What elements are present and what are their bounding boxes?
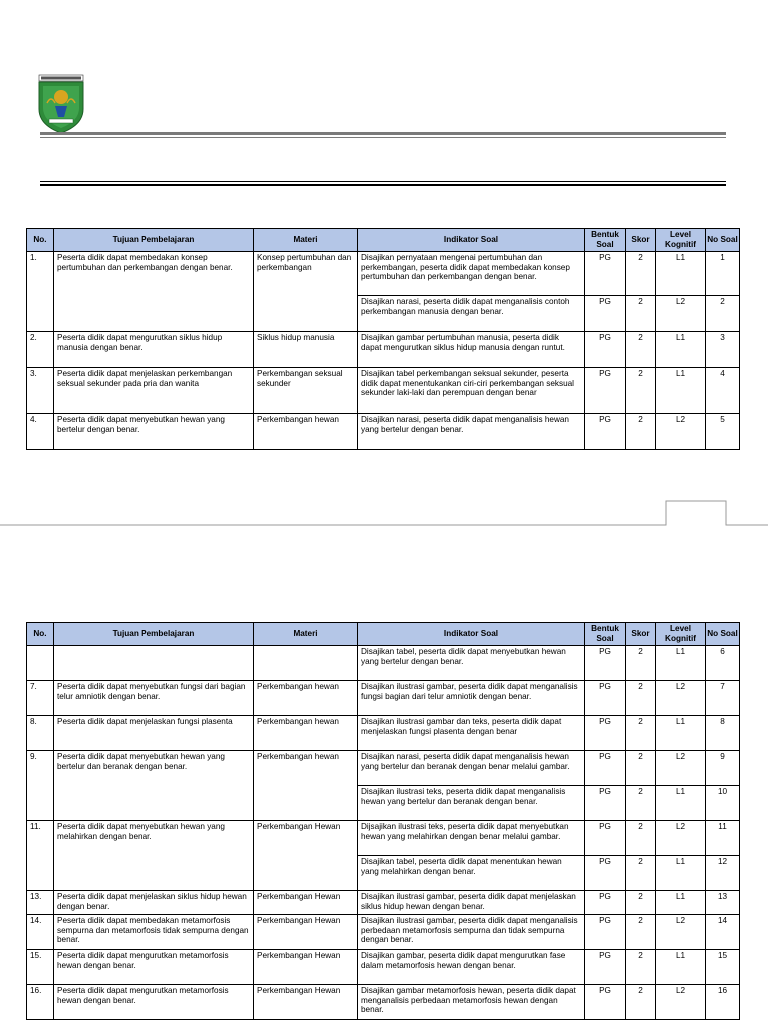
cell-level: L1: [656, 786, 706, 821]
cell-materi: Perkembangan seksual sekunder: [254, 368, 358, 414]
cell-indikator: Dijsajikan ilustrasi teks, peserta didik dapat menyebutkan hewan yang melahirkan dengan benar melalui gambar.: [358, 821, 585, 856]
col-header-level: Level Kognitif: [656, 623, 706, 646]
cell-skor: 2: [626, 891, 656, 915]
cell-materi: Perkembangan hewan: [254, 751, 358, 821]
col-header-materi: Materi: [254, 229, 358, 252]
cell-level: L2: [656, 821, 706, 856]
cell-tujuan: Peserta didik dapat menjelaskan siklus hidup hewan dengan benar.: [54, 891, 254, 915]
cell-materi: [254, 646, 358, 681]
cell-level: L1: [656, 646, 706, 681]
cell-skor: 2: [626, 856, 656, 891]
cell-no: 14.: [27, 915, 54, 950]
cell-indikator: Disajikan gambar metamorfosis hewan, peserta didik dapat menganalisis perbedaan metamorfosis hewan dengan benar.: [358, 985, 585, 1020]
cell-tujuan: Peserta didik dapat menyebutkan hewan yang bertelur dengan benar.: [54, 414, 254, 450]
table-row: [27, 985, 740, 1020]
cell-bentuk: PG: [585, 681, 626, 716]
col-header-skor: Skor: [626, 623, 656, 646]
cell-skor: 2: [626, 716, 656, 751]
cell-bentuk: PG: [585, 985, 626, 1020]
cell-nosoal: 3: [706, 332, 740, 368]
cell-skor: 2: [626, 252, 656, 296]
cell-skor: 2: [626, 646, 656, 681]
table-header-row: [27, 229, 740, 252]
cell-level: L2: [656, 915, 706, 950]
cell-bentuk: PG: [585, 332, 626, 368]
cell-no: 9.: [27, 751, 54, 821]
header-rule-thick: [40, 132, 726, 135]
table-row: [27, 681, 740, 716]
cell-indikator: Disajikan ilustrasi gambar, peserta didik dapat menganalisis perbedaan metamorfosis sempurna dan tidak sempurna dengan benar.: [358, 915, 585, 950]
cell-indikator: Disajikan ilustrasi gambar dan teks, peserta didik dapat menjelaskan fungsi plasenta dengan benar: [358, 716, 585, 751]
table-row: [27, 891, 740, 915]
col-header-bentuk: Bentuk Soal: [585, 229, 626, 252]
cell-level: L1: [656, 332, 706, 368]
cell-no: 3.: [27, 368, 54, 414]
cell-level: L1: [656, 716, 706, 751]
col-header-level: Level Kognitif: [656, 229, 706, 252]
cell-skor: 2: [626, 915, 656, 950]
cell-skor: 2: [626, 296, 656, 332]
cell-tujuan: Peserta didik dapat membedakan konsep pertumbuhan dan perkembangan dengan benar.: [54, 252, 254, 332]
page-break-divider: [0, 498, 768, 528]
cell-no: 16.: [27, 985, 54, 1020]
cell-nosoal: 12: [706, 856, 740, 891]
table-header-row: [27, 623, 740, 646]
cell-level: L2: [656, 296, 706, 332]
cell-indikator: Disajikan ilustrasi gambar, peserta didik dapat menjelaskan siklus hidup hewan dengan benar.: [358, 891, 585, 915]
section-rule-thick: [40, 184, 726, 186]
cell-indikator: Disajikan gambar pertumbuhan manusia, peserta didik dapat mengurutkan siklus hidup manusia dengan runtut.: [358, 332, 585, 368]
cell-no: 1.: [27, 252, 54, 332]
cell-indikator: Disajikan narasi, peserta didik dapat menganalisis hewan yang bertelur dengan benar.: [358, 414, 585, 450]
cell-nosoal: 8: [706, 716, 740, 751]
cell-no: 13.: [27, 891, 54, 915]
cell-bentuk: PG: [585, 751, 626, 786]
cell-no: 4.: [27, 414, 54, 450]
cell-tujuan: Peserta didik dapat menjelaskan perkembangan seksual sekunder pada pria dan wanita: [54, 368, 254, 414]
col-header-tujuan: Tujuan Pembelajaran: [54, 623, 254, 646]
cell-bentuk: PG: [585, 786, 626, 821]
cell-bentuk: PG: [585, 891, 626, 915]
cell-tujuan: Peserta didik dapat membedakan metamorfosis sempurna dan metamorfosis tidak sempurna dengan benar.: [54, 915, 254, 950]
cell-nosoal: 14: [706, 915, 740, 950]
table-row: [27, 252, 740, 296]
cell-materi: Perkembangan Hewan: [254, 915, 358, 950]
cell-indikator: Disajikan tabel, peserta didik dapat menentukan hewan yang melahirkan dengan benar.: [358, 856, 585, 891]
col-header-indikator: Indikator Soal: [358, 623, 585, 646]
cell-materi: Perkembangan Hewan: [254, 950, 358, 985]
table-row: [27, 915, 740, 950]
cell-nosoal: 13: [706, 891, 740, 915]
cell-bentuk: PG: [585, 856, 626, 891]
cell-nosoal: 9: [706, 751, 740, 786]
col-header-nosoal: No Soal: [706, 623, 740, 646]
cell-indikator: Disajikan narasi, peserta didik dapat menganalisis contoh perkembangan manusia dengan benar.: [358, 296, 585, 332]
cell-indikator: Disajikan ilustrasi teks, peserta didik dapat menganalisis hewan yang bertelur dan beranak dengan benar.: [358, 786, 585, 821]
cell-no: 15.: [27, 950, 54, 985]
col-header-no: No.: [27, 623, 54, 646]
cell-nosoal: 11: [706, 821, 740, 856]
cell-level: L2: [656, 414, 706, 450]
cell-indikator: Disajikan tabel perkembangan seksual sekunder, peserta didik dapat menentukankan ciri-ciri perkembangan seksual sekunder laki-laki dan perempuan dengan benar: [358, 368, 585, 414]
table-row: [27, 716, 740, 751]
table-row: [27, 821, 740, 856]
cell-skor: 2: [626, 950, 656, 985]
cell-level: L1: [656, 856, 706, 891]
cell-indikator: Disajikan narasi, peserta didik dapat menganalisis hewan yang bertelur dan beranak dengan benar melalui gambar.: [358, 751, 585, 786]
cell-bentuk: PG: [585, 915, 626, 950]
cell-skor: 2: [626, 332, 656, 368]
col-header-skor: Skor: [626, 229, 656, 252]
cell-bentuk: PG: [585, 821, 626, 856]
cell-level: L2: [656, 985, 706, 1020]
table-row: [27, 646, 740, 681]
col-header-tujuan: Tujuan Pembelajaran: [54, 229, 254, 252]
cell-no: 7.: [27, 681, 54, 716]
table-row: [27, 414, 740, 450]
header-rule-thin: [40, 137, 726, 138]
cell-no: 2.: [27, 332, 54, 368]
col-header-no: No.: [27, 229, 54, 252]
cell-tujuan: [54, 646, 254, 681]
cell-level: L1: [656, 252, 706, 296]
cell-level: L1: [656, 368, 706, 414]
cell-nosoal: 5: [706, 414, 740, 450]
cell-tujuan: Peserta didik dapat mengurutkan metamorfosis hewan dengan benar.: [54, 950, 254, 985]
cell-materi: Konsep pertumbuhan dan perkembangan: [254, 252, 358, 332]
cell-indikator: Disajikan gambar, peserta didik dapat mengurutkan fase dalam metamorfosis hewan dengan benar.: [358, 950, 585, 985]
cell-nosoal: 6: [706, 646, 740, 681]
table-row: [27, 332, 740, 368]
cell-bentuk: PG: [585, 296, 626, 332]
cell-nosoal: 1: [706, 252, 740, 296]
cell-skor: 2: [626, 368, 656, 414]
cell-skor: 2: [626, 681, 656, 716]
cell-nosoal: 2: [706, 296, 740, 332]
cell-tujuan: Peserta didik dapat menyebutkan hewan yang melahirkan dengan benar.: [54, 821, 254, 891]
col-header-materi: Materi: [254, 623, 358, 646]
cell-skor: 2: [626, 751, 656, 786]
regency-logo: [33, 73, 89, 135]
cell-indikator: Disajikan pernyataan mengenai pertumbuhan dan perkembangan, peserta didik dapat membedakan konsep pertumbuhan dan perkembangan dengan benar.: [358, 252, 585, 296]
section-rule-thin: [40, 181, 726, 182]
col-header-indikator: Indikator Soal: [358, 229, 585, 252]
cell-no: [27, 646, 54, 681]
cell-level: L2: [656, 751, 706, 786]
cell-nosoal: 4: [706, 368, 740, 414]
cell-tujuan: Peserta didik dapat menyebutkan fungsi dari bagian telur amniotik dengan benar.: [54, 681, 254, 716]
cell-materi: Perkembangan hewan: [254, 681, 358, 716]
cell-materi: Perkembangan Hewan: [254, 821, 358, 891]
cell-nosoal: 10: [706, 786, 740, 821]
cell-indikator: Disajikan tabel, peserta didik dapat menyebutkan hewan yang bertelur dengan benar.: [358, 646, 585, 681]
cell-materi: Perkembangan hewan: [254, 716, 358, 751]
cell-level: L1: [656, 891, 706, 915]
cell-skor: 2: [626, 821, 656, 856]
cell-skor: 2: [626, 786, 656, 821]
regency-emblem-icon: [33, 73, 89, 135]
cell-level: L2: [656, 681, 706, 716]
cell-no: 11.: [27, 821, 54, 891]
blueprint-table-page1: [26, 228, 740, 450]
cell-tujuan: Peserta didik dapat mengurutkan siklus hidup manusia dengan benar.: [54, 332, 254, 368]
table-row: [27, 751, 740, 786]
cell-materi: Perkembangan Hewan: [254, 891, 358, 915]
blueprint-table-page2: [26, 622, 740, 1020]
cell-tujuan: Peserta didik dapat menyebutkan hewan yang bertelur dan beranak dengan benar.: [54, 751, 254, 821]
cell-skor: 2: [626, 985, 656, 1020]
col-header-nosoal: No Soal: [706, 229, 740, 252]
cell-nosoal: 16: [706, 985, 740, 1020]
cell-indikator: Disajikan ilustrasi gambar, peserta didik dapat menganalisis fungsi bagian dari telur amniotik dengan benar.: [358, 681, 585, 716]
table-row: [27, 368, 740, 414]
col-header-bentuk: Bentuk Soal: [585, 623, 626, 646]
cell-no: 8.: [27, 716, 54, 751]
cell-bentuk: PG: [585, 368, 626, 414]
cell-bentuk: PG: [585, 950, 626, 985]
cell-nosoal: 7: [706, 681, 740, 716]
cell-tujuan: Peserta didik dapat menjelaskan fungsi plasenta: [54, 716, 254, 751]
cell-materi: Perkembangan hewan: [254, 414, 358, 450]
table-row: [27, 950, 740, 985]
cell-bentuk: PG: [585, 716, 626, 751]
cell-materi: Siklus hidup manusia: [254, 332, 358, 368]
cell-skor: 2: [626, 414, 656, 450]
cell-nosoal: 15: [706, 950, 740, 985]
cell-materi: Perkembangan Hewan: [254, 985, 358, 1020]
cell-bentuk: PG: [585, 414, 626, 450]
cell-level: L1: [656, 950, 706, 985]
cell-bentuk: PG: [585, 252, 626, 296]
cell-bentuk: PG: [585, 646, 626, 681]
cell-tujuan: Peserta didik dapat mengurutkan metamorfosis hewan dengan benar.: [54, 985, 254, 1020]
